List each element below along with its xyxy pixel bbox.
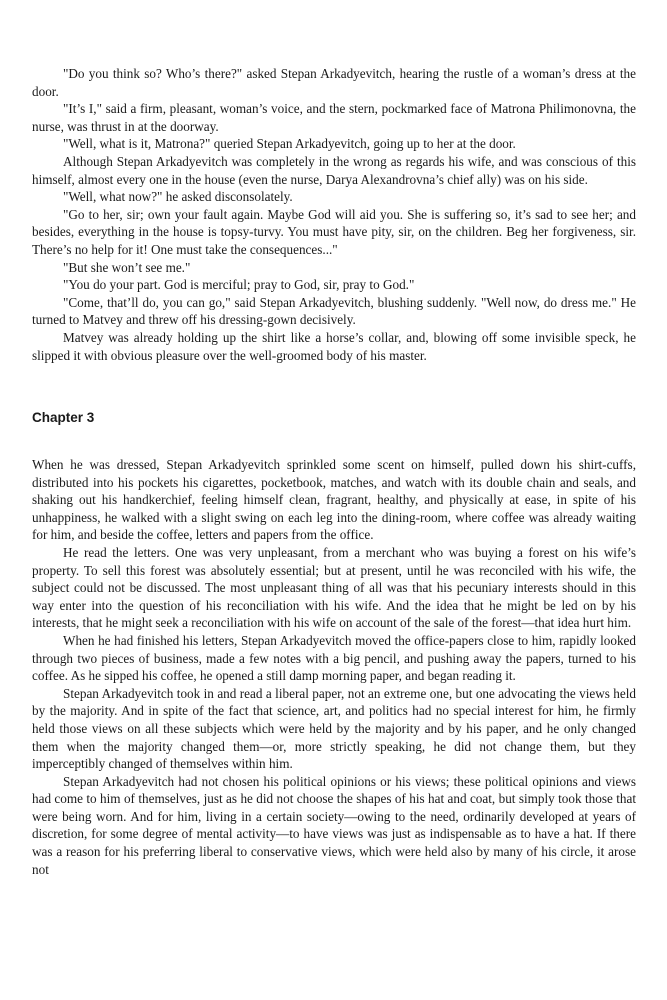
paragraph: "It’s I," said a firm, pleasant, woman’s voice, and the stern, pockmarked face of Matrona Philimonovna, the nurse, was thrust in at the doorway. (32, 101, 636, 134)
paragraph: Stepan Arkadyevitch had not chosen his political opinions or his views; these political opinions and views had come to him of themselves, just as he did not choose the shapes of his hat and coat, but simply took those that were being worn. And for him, living in a certain society—owing to the need, ordinarily developed at years of discretion, for some degree of mental activity—to have views was just as indispensable as to have a hat. If there was a reason for his preferring liberal to conservative views, which were held also by many of his circle, it arose not (32, 773, 636, 877)
chapter-3-text (32, 456, 636, 878)
chapter-2-ending-text (32, 65, 636, 364)
paragraph: "Go to her, sir; own your fault again. Maybe God will aid you. She is suffering so, it’s sad to see her; and besides, everything in the house is topsy-turvy. You must have pity, sir, on the children. Beg her forgiveness, sir. There’s no help for it! One must take the consequences..." (32, 206, 636, 257)
paragraph: Matvey was already holding up the shirt like a horse’s collar, and, blowing off some invisible speck, he slipped it with obvious pleasure over the well-groomed body of his master. (32, 329, 636, 363)
paragraph: Stepan Arkadyevitch took in and read a liberal paper, not an extreme one, but one advocating the views held by the majority. And in spite of the fact that science, art, and politics had no special interest for him, he firmly held those views on all these subjects which were held by the majority and by his paper, and he only changed them when the majority changed them—or, more strictly speaking, he did not change them, but they imperceptibly changed of themselves within him. (32, 685, 636, 772)
paragraph: "You do your part. God is merciful; pray to God, sir, pray to God." (63, 277, 415, 293)
chapter-title: Chapter 3 (32, 410, 95, 425)
paragraph: He read the letters. One was very unpleasant, from a merchant who was buying a forest on his wife’s property. To sell this forest was absolutely essential; but at present, until he was reconciled with his wife, the subject could not be discussed. The most unpleasant thing of all was that his pecuniary interests should in this way enter into the question of his reconciliation with his wife. And the idea that he might be led on by his interests, that he might seek a reconciliation with his wife on account of the sale of the forest—that idea hurt him. (32, 544, 636, 631)
paragraph: "Come, that’ll do, you can go," said Stepan Arkadyevitch, blushing suddenly. "Well now, do dress me." He turned to Matvey and threw off his dressing-gown decisively. (32, 294, 636, 328)
paragraph: "Well, what now?" he asked disconsolately. (63, 189, 293, 205)
paragraph: "Well, what is it, Matrona?" queried Stepan Arkadyevitch, going up to her at the door. (63, 136, 516, 152)
paragraph: When he had finished his letters, Stepan Arkadyevitch moved the office-papers close to him, rapidly looked through two pieces of business, made a few notes with a big pencil, and pushing away the papers, turned to his coffee. As he sipped his coffee, he opened a still damp morning paper, and began reading it. (32, 632, 636, 684)
paragraph: "Do you think so? Who’s there?" asked Stepan Arkadyevitch, hearing the rustle of a woman’s dress at the door. (32, 66, 636, 99)
paragraph: "But she won’t see me." (63, 259, 191, 275)
paragraph: When he was dressed, Stepan Arkadyevitch sprinkled some scent on himself, pulled down his shirt-cuffs, distributed into his pockets his cigarettes, pocketbook, matches, and watch with its double chain and seals, and shaking out his handkerchief, feeling himself clean, fragrant, healthy, and physically at ease, in spite of his unhappiness, he walked with a slight swing on each leg into the dining-room, where coffee was already waiting for him, and beside the coffee, letters and papers from the office. (32, 457, 636, 543)
paragraph: Although Stepan Arkadyevitch was completely in the wrong as regards his wife, and was conscious of this himself, almost every one in the house (even the nurse, Darya Alexandrovna’s chief ally) was on his side. (32, 153, 636, 187)
